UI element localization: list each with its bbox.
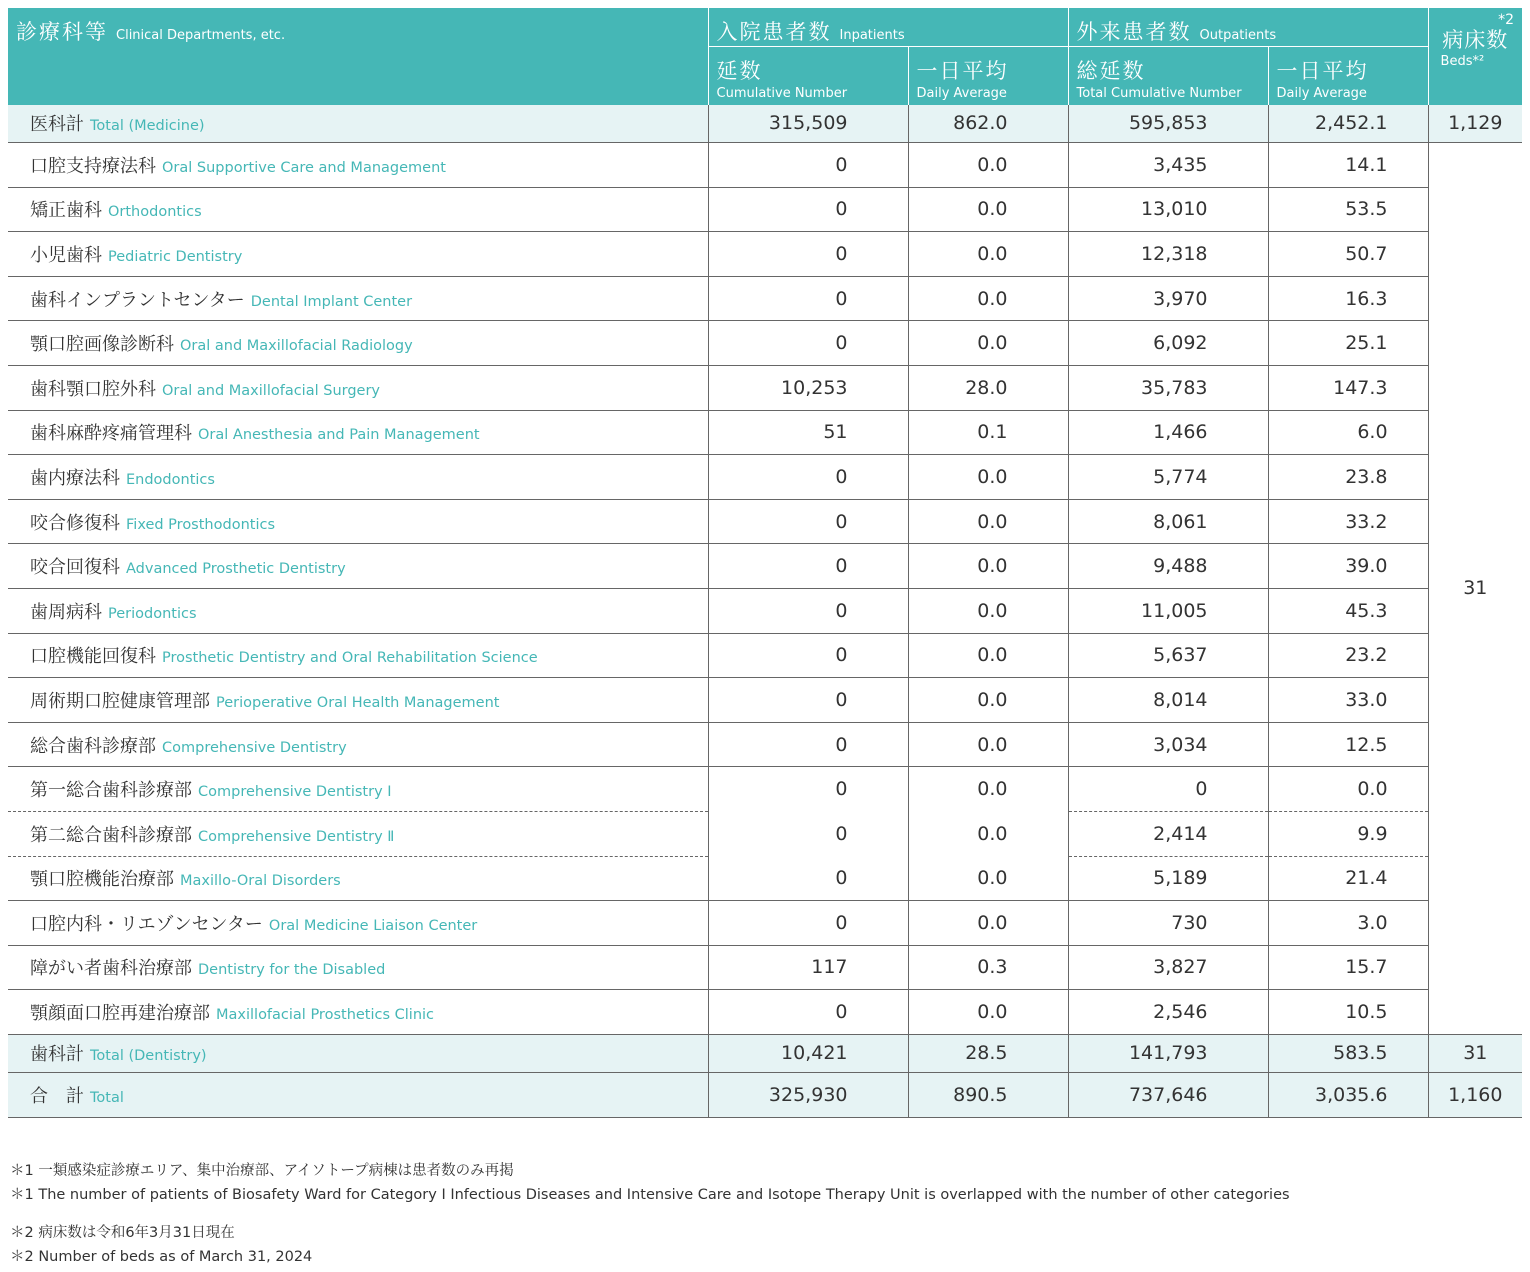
dept-header [8,8,708,105]
row-label-en: Oral and Maxillofacial Surgery [162,382,381,399]
in-cum-cell: 0 [708,455,908,500]
department-row [8,410,1522,455]
row-label-en: Total (Dentistry) [90,1048,207,1065]
dept-header-en: Clinical Departments, etc. [116,28,286,43]
row-label-jp: 歯科麻酔疼痛管理科 [30,423,192,445]
row-label-jp: 顎口腔機能治療部 [30,869,174,891]
row-label-en: Total [90,1089,124,1106]
in-cum-cell: 0 [708,722,908,767]
row-label [8,945,708,990]
row-label-en: Oral Supportive Care and Management [162,159,446,176]
row-label-en: Advanced Prosthetic Dentistry [126,561,346,578]
out-cum-cell: 5,637 [1068,633,1268,678]
out-cum-cell: 8,061 [1068,499,1268,544]
row-label [8,365,708,410]
out-avg-cell: 39.0 [1268,544,1428,589]
row-label [8,455,708,500]
in-cum-cell: 0 [708,232,908,277]
department-row [8,678,1522,723]
department-row [8,365,1522,410]
in-avg-cell: 0.0 [908,901,1068,946]
in-cum-cell: 325,930 [708,1072,908,1117]
row-label-jp: 歯科インプラントセンター [30,289,245,311]
out-avg-cell: 45.3 [1268,588,1428,633]
department-row [8,499,1522,544]
in-avg-cell: 0.0 [908,187,1068,232]
beds-header-jp: 病床数 [1442,28,1509,52]
row-label-en: Endodontics [126,471,215,488]
out-cum-cell: 6,092 [1068,321,1268,366]
in-avg-cell: 0.0 [908,455,1068,500]
department-row [8,276,1522,321]
department-row [8,455,1522,500]
patients-table [8,8,1522,1118]
in-cum-cell: 0 [708,588,908,633]
out-cum-cell: 2,546 [1068,990,1268,1035]
out-cum-cell: 1,466 [1068,410,1268,455]
in-cum-header-en: Cumulative Number [716,86,848,101]
in-avg-cell: 0.0 [908,990,1068,1035]
beds-footnote-mark: *2 [1498,12,1515,28]
row-label-jp: 口腔内科・リエゾンセンター [30,913,263,935]
in-avg-cell: 0.1 [908,410,1068,455]
in-cum-cell: 0 [708,678,908,723]
out-avg-cell: 9.9 [1268,811,1428,856]
department-row [8,990,1522,1035]
department-row [8,767,1522,812]
dentistry-total-row [8,1034,1522,1072]
row-label-jp: 歯内療法科 [30,467,120,489]
row-label [8,767,708,812]
in-cum-cell: 51 [708,410,908,455]
out-avg-cell: 15.7 [1268,945,1428,990]
out-avg-cell: 33.0 [1268,678,1428,723]
row-label [8,901,708,946]
row-label [8,1072,708,1117]
department-row [8,544,1522,589]
beds-cell: 1,129 [1428,105,1522,143]
in-avg-header-jp: 一日平均 [916,59,1009,83]
out-cum-cell: 13,010 [1068,187,1268,232]
in-avg-cell: 862.0 [908,105,1068,143]
department-row [8,143,1522,188]
in-avg-cell: 0.0 [908,811,1068,856]
in-cum-cell: 315,509 [708,105,908,143]
dental-beds-cell: 31 [1428,143,1522,1035]
in-cum-header [708,47,908,105]
in-avg-cell: 28.0 [908,365,1068,410]
out-avg-cell: 33.2 [1268,499,1428,544]
in-cum-cell: 0 [708,633,908,678]
footnote-2-en: ＊2 Number of beds as of March 31, 2024 [10,1249,313,1265]
row-label [8,678,708,723]
department-row [8,187,1522,232]
out-avg-cell: 3.0 [1268,901,1428,946]
footnote-1-en: ＊1 The number of patients of Biosafety Ward for Category Ⅰ Infectious Diseases and Intensive Care and Isotope Therapy Unit is overlapped with the number of other categories [10,1187,1290,1203]
row-label-en: Pediatric Dentistry [108,248,243,265]
out-cum-cell: 3,435 [1068,143,1268,188]
row-label [8,544,708,589]
out-cum-cell: 2,414 [1068,811,1268,856]
out-avg-cell: 10.5 [1268,990,1428,1035]
out-avg-cell: 2,452.1 [1268,105,1428,143]
in-cum-cell: 0 [708,276,908,321]
out-avg-cell: 6.0 [1268,410,1428,455]
footnote-1-jp: ＊1 一類感染症診療エリア、集中治療部、アイソトープ病棟は患者数のみ再掲 [10,1163,514,1179]
row-label-en: Maxillofacial Prosthetics Clinic [216,1007,435,1024]
row-label [8,105,708,143]
dept-header-jp: 診療科等 [16,20,108,44]
row-label [8,321,708,366]
in-avg-cell: 0.0 [908,588,1068,633]
in-avg-cell: 28.5 [908,1034,1068,1072]
out-avg-header-en: Daily Average [1276,86,1367,101]
row-label-en: Comprehensive Dentistry Ⅰ [198,784,392,801]
row-label-jp: 第二総合歯科診療部 [30,824,192,846]
row-label-jp: 咬合修復科 [30,512,120,534]
out-cum-cell: 5,774 [1068,455,1268,500]
row-label-jp: 歯科計 [30,1044,84,1066]
row-label-en: Oral and Maxillofacial Radiology [180,338,413,355]
out-cum-cell: 141,793 [1068,1034,1268,1072]
out-cum-header [1068,47,1268,105]
row-label-en: Perioperative Oral Health Management [216,694,500,711]
department-row [8,722,1522,767]
row-label-jp: 周術期口腔健康管理部 [30,690,210,712]
row-label [8,232,708,277]
in-cum-cell: 0 [708,990,908,1035]
row-label [8,633,708,678]
row-label-jp: 顎口腔画像診断科 [30,334,174,356]
row-label-jp: 矯正歯科 [30,200,102,222]
out-cum-header-jp: 総延数 [1076,59,1146,83]
out-cum-cell: 595,853 [1068,105,1268,143]
row-label [8,1034,708,1072]
inpatients-header-en: Inpatients [839,28,905,43]
department-row [8,321,1522,366]
department-row [8,811,1522,856]
in-avg-cell: 0.0 [908,276,1068,321]
outpatients-header-en: Outpatients [1199,28,1277,43]
out-cum-cell: 8,014 [1068,678,1268,723]
out-cum-cell: 3,970 [1068,276,1268,321]
in-avg-cell: 0.0 [908,544,1068,589]
out-cum-cell: 5,189 [1068,856,1268,901]
row-label-jp: 歯科顎口腔外科 [30,378,156,400]
row-label-jp: 口腔機能回復科 [30,646,156,668]
row-label-en: Orthodontics [108,204,202,221]
row-label-jp: 小児歯科 [30,244,102,266]
department-row [8,588,1522,633]
out-avg-cell: 12.5 [1268,722,1428,767]
out-avg-cell: 25.1 [1268,321,1428,366]
row-label-en: Dentistry for the Disabled [198,962,386,979]
outpatients-header [1068,8,1428,47]
out-cum-cell: 737,646 [1068,1072,1268,1117]
in-avg-cell: 0.0 [908,633,1068,678]
out-cum-cell: 9,488 [1068,544,1268,589]
row-label-jp: 総合歯科診療部 [30,735,156,757]
in-avg-header [908,47,1068,105]
row-label [8,410,708,455]
out-cum-cell: 35,783 [1068,365,1268,410]
row-label-jp: 医科計 [30,114,84,136]
out-avg-cell: 53.5 [1268,187,1428,232]
row-label-en: Maxillo-Oral Disorders [180,873,341,890]
row-label [8,990,708,1035]
beds-cell: 31 [1428,1034,1522,1072]
inpatients-header-jp: 入院患者数 [716,20,832,44]
in-cum-cell: 0 [708,499,908,544]
in-cum-cell: 10,253 [708,365,908,410]
row-label-jp: 口腔支持療法科 [30,155,156,177]
row-label-en: Comprehensive Dentistry Ⅱ [198,828,395,845]
in-cum-cell: 0 [708,856,908,901]
department-row [8,901,1522,946]
row-label-en: Prosthetic Dentistry and Oral Rehabilitation Science [162,650,538,667]
out-cum-cell: 3,827 [1068,945,1268,990]
in-cum-cell: 0 [708,811,908,856]
row-label [8,276,708,321]
out-avg-cell: 3,035.6 [1268,1072,1428,1117]
out-avg-cell: 14.1 [1268,143,1428,188]
row-label-en: Comprehensive Dentistry [162,739,347,756]
beds-cell: 1,160 [1428,1072,1522,1117]
out-cum-cell: 3,034 [1068,722,1268,767]
department-row [8,232,1522,277]
out-cum-cell: 12,318 [1068,232,1268,277]
in-avg-cell: 0.0 [908,722,1068,767]
row-label [8,811,708,856]
in-cum-cell: 0 [708,321,908,366]
in-avg-cell: 0.0 [908,321,1068,366]
row-label-en: Oral Medicine Liaison Center [268,917,478,934]
in-avg-cell: 0.0 [908,143,1068,188]
out-cum-cell: 730 [1068,901,1268,946]
out-cum-cell: 0 [1068,767,1268,812]
out-avg-cell: 23.8 [1268,455,1428,500]
in-avg-cell: 0.0 [908,499,1068,544]
in-avg-cell: 0.0 [908,678,1068,723]
department-row [8,633,1522,678]
out-avg-cell: 0.0 [1268,767,1428,812]
row-label-jp: 咬合回復科 [30,557,120,579]
outpatients-header-jp: 外来患者数 [1076,20,1192,44]
row-label-jp: 第一総合歯科診療部 [30,780,192,802]
in-cum-cell: 0 [708,187,908,232]
in-avg-cell: 0.0 [908,767,1068,812]
medicine-total-row [8,105,1522,143]
beds-header [1428,8,1522,105]
out-avg-cell: 16.3 [1268,276,1428,321]
out-avg-header [1268,47,1428,105]
out-avg-cell: 50.7 [1268,232,1428,277]
beds-header-en: Beds*² [1440,54,1485,69]
footnote-2-jp: ＊2 病床数は令和6年3月31日現在 [10,1225,235,1241]
inpatients-header [708,8,1068,47]
department-row [8,945,1522,990]
in-cum-cell: 0 [708,544,908,589]
out-avg-cell: 583.5 [1268,1034,1428,1072]
in-avg-cell: 0.0 [908,232,1068,277]
row-label-en: Dental Implant Center [250,293,413,310]
row-label [8,856,708,901]
row-label-jp: 歯周病科 [30,601,102,623]
row-label-en: Fixed Prosthodontics [126,516,275,533]
row-label-jp: 障がい者歯科治療部 [30,958,192,980]
row-label-jp: 顎顔面口腔再建治療部 [30,1003,210,1025]
in-cum-cell: 0 [708,901,908,946]
row-label-en: Total (Medicine) [90,118,205,135]
row-label [8,722,708,767]
in-cum-cell: 117 [708,945,908,990]
grand-total-row [8,1072,1522,1117]
department-row [8,856,1522,901]
row-label [8,588,708,633]
in-cum-header-jp: 延数 [716,59,763,83]
out-cum-header-en: Total Cumulative Number [1076,86,1242,101]
out-avg-cell: 23.2 [1268,633,1428,678]
row-label [8,143,708,188]
row-label [8,187,708,232]
in-cum-cell: 0 [708,767,908,812]
out-avg-header-jp: 一日平均 [1276,59,1369,83]
out-avg-cell: 147.3 [1268,365,1428,410]
in-cum-cell: 10,421 [708,1034,908,1072]
row-label-en: Oral Anesthesia and Pain Management [198,427,480,444]
out-cum-cell: 11,005 [1068,588,1268,633]
row-label-en: Periodontics [108,605,197,622]
out-avg-cell: 21.4 [1268,856,1428,901]
row-label [8,499,708,544]
in-avg-cell: 0.0 [908,856,1068,901]
in-cum-cell: 0 [708,143,908,188]
in-avg-cell: 890.5 [908,1072,1068,1117]
row-label-jp: 合 計 [30,1085,84,1107]
in-avg-cell: 0.3 [908,945,1068,990]
in-avg-header-en: Daily Average [916,86,1007,101]
